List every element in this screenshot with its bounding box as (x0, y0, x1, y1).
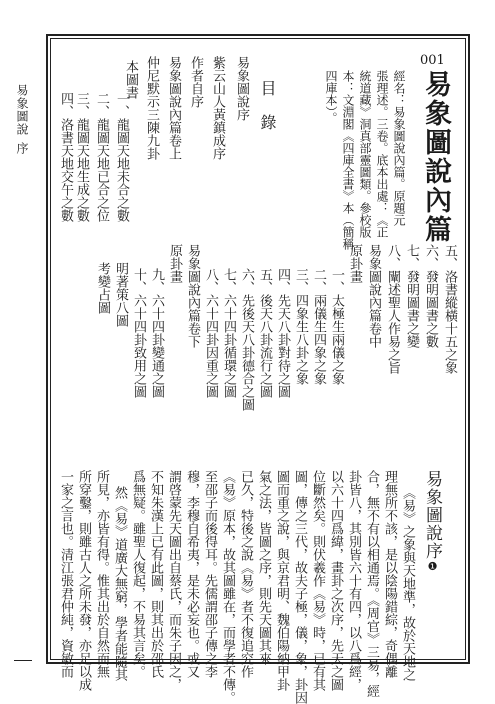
toc-item: 明著策八圖 (113, 262, 128, 327)
toc-item: 易象圖說內篇卷下 (185, 244, 200, 348)
preface-line: 已久，特後之說《易》者不復追究作 (238, 470, 253, 678)
toc-item: 易象圖說序 (234, 56, 249, 121)
source-note-line: 經名：易象圖說內篇。原題元 (392, 70, 406, 226)
toc-item: 四、先天八卦對待之圖 (275, 268, 290, 398)
toc-item: 原卦畫 (167, 244, 182, 283)
preface-line: 不知朱漢上已有此圖，則其出於邵氏 (148, 470, 163, 678)
margin-chapter-label: 序 (15, 142, 29, 154)
source-note-line: 統道藏》洞真部靈圖類。參校版 (358, 70, 372, 238)
toc-item: 三、四象生八卦之象 (293, 268, 308, 385)
source-note-line: 張理述。三卷。底本出處：《正 (375, 70, 389, 238)
toc-item: 紫云山人黃鎮成序 (210, 56, 225, 160)
toc-item: 七、六十四卦循環之圖 (221, 268, 236, 398)
preface-line: 所見，亦皆有得。惟其出於自然而無 (94, 470, 109, 678)
toc-item: 十、六十四卦致用之圖 (131, 268, 146, 398)
preface-line: 《易》之象與天地準，故於天地之 (400, 486, 415, 681)
toc-item: 原卦畫 (347, 244, 362, 283)
toc-item: 一、龍圖天地未合之數 (114, 92, 129, 222)
preface-line: 卦皆八，其別皆六十有四，以八爲經， (346, 470, 361, 691)
preface-line: 以六十四爲緯，畫卦之次序，先天之圖 (328, 470, 343, 691)
preface-line: 穆，李穆自希夷，是未必妄也。或又 (184, 470, 199, 678)
preface-line: 合，無不有以相通焉。《周官》三易，經 (364, 470, 379, 698)
footnote-marker: ❶ (426, 560, 439, 574)
toc-item: 作者自序 (188, 56, 203, 108)
preface-line: 謂啓蒙先天圖出自蔡氏，而朱子因之， (166, 470, 181, 691)
preface-line: 圖，傳之三代，故夫子極，儀，象，卦因 (292, 470, 307, 704)
preface-line: 圖而重之說，與京君明、魏伯陽納甲卦 (274, 470, 289, 691)
page-title: 易象圖說內篇 (420, 70, 451, 244)
toc-item: 一、太極生兩儀之象 (329, 268, 344, 385)
toc-item: 二、龍圖天地已合之位 (94, 92, 109, 222)
toc-item: 六、發明圖書之數 (423, 244, 438, 348)
toc-item: 本圖書 (123, 60, 138, 99)
preface-line: 一家之言也。清江張君仲純，資敏而 (58, 470, 73, 678)
toc-item: 五、後天八卦流行之圖 (257, 268, 272, 398)
preface-line: 《易》原本，故其圖雖在，而學者不傳。 (220, 470, 235, 704)
toc-item: 四、洛書天地交午之數 (58, 92, 73, 222)
toc-item: 二、兩儀生四象之象 (311, 268, 326, 385)
preface-line: 理無所不該，是以陰陽錯綜，奇偶離 (382, 470, 397, 678)
preface-line: 位斷然矣。則伏羲作《易》時，已有其 (310, 470, 325, 691)
preface-line: 爲無疑。雖聖人復起，不易其言矣。 (130, 470, 145, 678)
toc-item: 八、闡述聖人作易之旨 (385, 244, 400, 374)
toc-item: 五、洛書縱橫十五之象 (442, 244, 457, 374)
preface-line: 至邵子而後得耳。先儒謂邵子傳之李 (202, 470, 217, 678)
toc-item: 八、六十四卦因重之圖 (203, 268, 218, 398)
toc-item: 易象圖說內篇卷上 (166, 56, 181, 160)
preface-line: 然《易》道廣大無窮，學者能隨其 (112, 486, 127, 681)
preface-line: 氣之法，皆圖之序，則先天圖其來 (256, 470, 271, 665)
toc-item: 仲尼默示三陳九卦 (144, 56, 159, 160)
preface-title: 易象圖說序❶ (422, 470, 442, 574)
source-note-line: 本：文淵閣《四庫全書》本（簡稱 (341, 70, 355, 250)
margin-book-title: 易象圖說 (15, 84, 29, 136)
toc-heading: 目錄 (258, 80, 277, 148)
source-note-line: 四庫本）。 (324, 70, 338, 124)
preface-line: 所穿鑿，則雖古人之所未發，亦足以成 (76, 470, 91, 691)
toc-item: 六、先後天八卦德合之圖 (239, 268, 254, 411)
toc-item: 易象圖說內篇卷中 (366, 244, 381, 348)
toc-item: 三、龍圖天地生成之數 (74, 92, 89, 222)
toc-item: 九、六十四卦變通之圖 (149, 268, 164, 398)
toc-item: 七、發明圖書之變 (404, 244, 419, 348)
toc-item: 考變占圖 (95, 262, 110, 314)
margin-page-number (14, 660, 32, 661)
series-number: 001 (420, 53, 445, 68)
